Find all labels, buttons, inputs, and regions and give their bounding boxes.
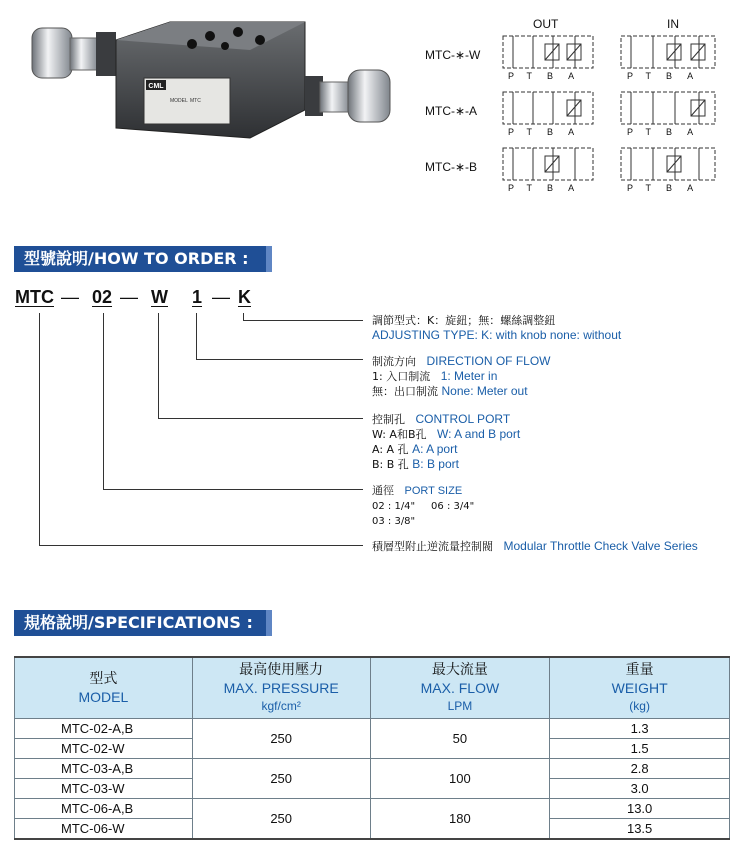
table-row: MTC-03-A,B 250 100 2.8 [15, 759, 730, 779]
symbol-lines [495, 30, 735, 200]
code-direction: 1 [192, 287, 203, 307]
table-row: MTC-02-W 1.5 [15, 739, 730, 759]
adjusting-zh: 調節型式：K：旋鈕；無：螺絲調整鈕 [372, 314, 556, 327]
diag-label-w: MTC-∗-W [425, 48, 481, 62]
specifications-header: 規格說明∕SPECIFICATIONS : [14, 610, 266, 636]
ports-a-out: P T B A [508, 127, 575, 137]
desc-port-size: 通徑 PORT SIZE 02 : 1/4" 06 : 3/4" 03 : 3/8" [372, 484, 475, 527]
table-row: MTC-06-A,B 250 180 13.0 [15, 799, 730, 819]
col-flow: 最大流量 MAX. FLOW LPM [370, 657, 550, 719]
col-model: 型式 MODEL [15, 657, 193, 719]
code-dash-3: — [212, 287, 230, 307]
desc-series: 積層型附止逆流量控制閥 Modular Throttle Check Valve Series [372, 539, 698, 553]
code-dash-1: — [61, 287, 79, 307]
leader-series-h [39, 545, 363, 546]
in-header: IN [667, 17, 679, 31]
port-size-line1: 02 : 1/4" 06 : 3/4" [372, 501, 475, 512]
diag-label-b: MTC-∗-B [425, 160, 478, 174]
table-row: MTC-03-W 3.0 [15, 779, 730, 799]
leader-direction-v [196, 313, 197, 360]
col-weight: 重量 WEIGHT (kg) [550, 657, 730, 719]
desc-control: 控制孔 CONTROL PORT W: A和B孔 W: A and B port A: A 孔 A: A port B: B 孔 B: B port [372, 412, 521, 471]
code-control-port: W [151, 287, 168, 307]
port-size-line2: 03 : 3/8" [372, 516, 416, 527]
leader-direction-h [196, 359, 363, 360]
code-series: MTC [15, 287, 54, 307]
ports-a-in: P T B A [627, 127, 694, 137]
leader-port-h [103, 489, 363, 490]
leader-control-v [158, 313, 159, 419]
ports-w-out: P T B A [508, 71, 575, 81]
code-dash-2: — [120, 287, 138, 307]
adjusting-en: ADJUSTING TYPE: K: with knob none: without [372, 328, 622, 342]
table-row: MTC-06-W 13.5 [15, 819, 730, 840]
code-port-size: 02 [92, 287, 113, 307]
spec-table [14, 656, 730, 840]
leader-adjusting-h [243, 320, 363, 321]
ports-b-in: P T B A [627, 183, 694, 193]
table-row: MTC-02-A,B 250 50 1.3 [15, 719, 730, 739]
product-photo [20, 10, 400, 160]
ports-w-in: P T B A [627, 71, 694, 81]
product-logo: CML [148, 83, 164, 90]
plate-code: MTC [190, 98, 201, 104]
leader-series-v [39, 313, 40, 546]
desc-direction: 制流方向 DIRECTION OF FLOW 1: 入口制流 1: Meter in 無：出口制流 None: Meter out [372, 354, 551, 398]
leader-control-h [158, 418, 363, 419]
plate-model: MODEL [170, 98, 188, 104]
code-adjusting: K [238, 287, 251, 307]
desc-adjusting [372, 313, 621, 343]
diag-label-a: MTC-∗-A [425, 104, 478, 118]
leader-port-v [103, 313, 104, 490]
ports-b-out: P T B A [508, 183, 575, 193]
out-header: OUT [533, 17, 559, 31]
col-pressure: 最高使用壓力 MAX. PRESSURE kgf/cm² [192, 657, 370, 719]
how-to-order-header: 型號說明∕HOW TO ORDER : [14, 246, 266, 272]
